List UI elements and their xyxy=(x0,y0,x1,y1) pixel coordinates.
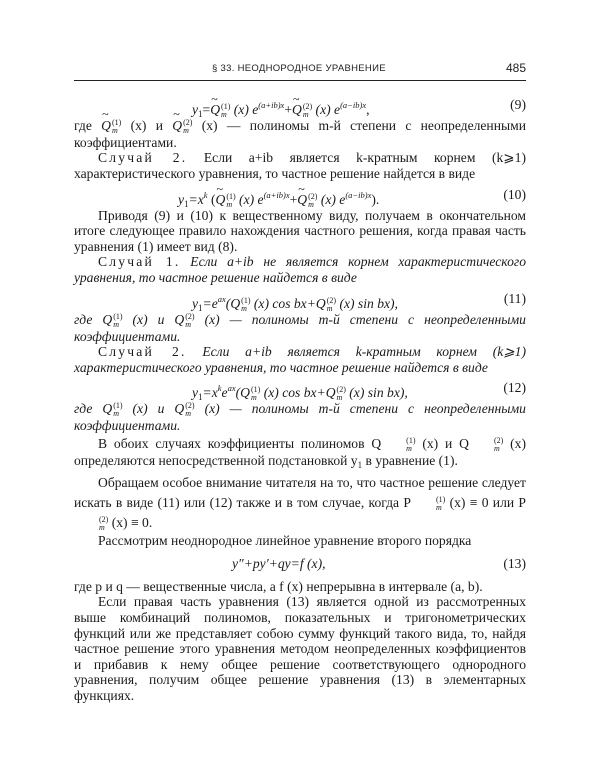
section-title: § 33. НЕОДНОРОДНОЕ УРАВНЕНИЕ xyxy=(212,63,386,74)
equation-12 xyxy=(74,375,526,401)
equation-13 xyxy=(74,549,526,579)
equation-11-formula: $y_1=e^{ax}(Q$ (1) m (x) cos bx+Q (2) m (x) sin bx), xyxy=(192,293,398,313)
paragraph-real-form: Приводя (9) и (10) к вещественному виду, получаем в окончательном итоге следующее правило нахождения частного решения, когда правая часть уравнения (1) имеет вид (8). xyxy=(74,207,526,254)
equation-10-number: (10) xyxy=(503,186,526,202)
paragraph-both-cases: В обоих случаях коэффициенты полиномов Q (1) m (x) и Q (2) m (x) определяются непосредственной подстановкой $y_1$ в уравнение (1). xyxy=(74,435,527,470)
equation-9 xyxy=(74,92,526,118)
equation-9-number: (9) xyxy=(510,97,526,112)
page-body xyxy=(74,92,526,704)
paragraph-attention-note: Обращаем особое внимание читателя на то, что частное решение следует искать в виде (11) или (12) также и в том случае, когда P (1) m (x) ≡ 0 или P (2) m (x) ≡ 0. xyxy=(74,475,526,533)
equation-9-formula: $y_1=\sim$ Q (1) m (x) $e^{(a+ib)x}+\sim$ Q (2) m (x) $e^{(a-ib)x}$, xyxy=(192,92,370,127)
paragraph-q-real-coefficients-1: где Q (1) m (x) и Q (2) m (x) — полиномы m-й степени с неопределенными коэффициентами. xyxy=(74,311,526,344)
paragraph-general-solution: Если правая часть уравнения (13) является одной из рассмотренных выше комбинаций полиномов, показательных и тригонометрических функций или же представляет собою сумму функций такого вида, то, найдя частное решение этого уравнения методом неопределенных коэффициентов и прибавив к нему общее решение соответствующего однородного уравнения, получим общее решение уравнения (13) в элементарных функциях. xyxy=(74,594,526,703)
equation-12-number: (12) xyxy=(503,380,526,396)
paragraph-case-2-complex: Случай 2. Если a+ib является k-кратным корнем (k⩾1) характеристического уравнения, то частное решение найдется в виде xyxy=(74,150,526,182)
equation-12-formula: $y_1=x^ke^{ax}(Q$ (1) m (x) cos bx+Q (2) m (x) sin bx), xyxy=(192,383,408,403)
paragraph-case-2-real: Случай 2. Если a+ib является k-кратным корнем (k⩾1) характеристического уравнения, то частное решение найдется в виде xyxy=(74,344,527,375)
paragraph-case-1-real: Случай 1. Если a+ib не является корнем характеристического уравнения, то частное решение найдется в виде xyxy=(74,254,526,286)
equation-13-number: (13) xyxy=(503,555,526,571)
paragraph-pq-real: где p и q — вещественные числа, а f (x) непрерывна в интервале (a, b). xyxy=(74,578,483,594)
running-header xyxy=(74,60,526,81)
paragraph-second-order-intro: Рассмотрим неоднородное линейное уравнение второго порядка xyxy=(98,533,472,549)
paragraph-q-real-coefficients-2: где Q (1) m (x) и Q (2) m (x) — полиномы m-й степени с неопределенными коэффициентами. xyxy=(74,401,526,434)
equation-13-formula: y″+py′+qy=f (x), xyxy=(232,555,326,571)
equation-10-formula: $y_1=x^k$ (~ Q (1) m (x) $e^{(a+ib)x}+\sim$ Q (2) m (x) $e^{(a-ib)x}$). xyxy=(178,182,379,217)
equation-11 xyxy=(74,286,526,312)
paragraph-q-coefficients: где ~ Q (1) m (x) и ~ Q (2) m (x) — полиномы m-й степени с неопределенными коэффициентами. xyxy=(74,118,526,150)
equation-11-number: (11) xyxy=(503,290,526,306)
page-number: 485 xyxy=(505,61,526,75)
equation-10 xyxy=(74,182,526,208)
